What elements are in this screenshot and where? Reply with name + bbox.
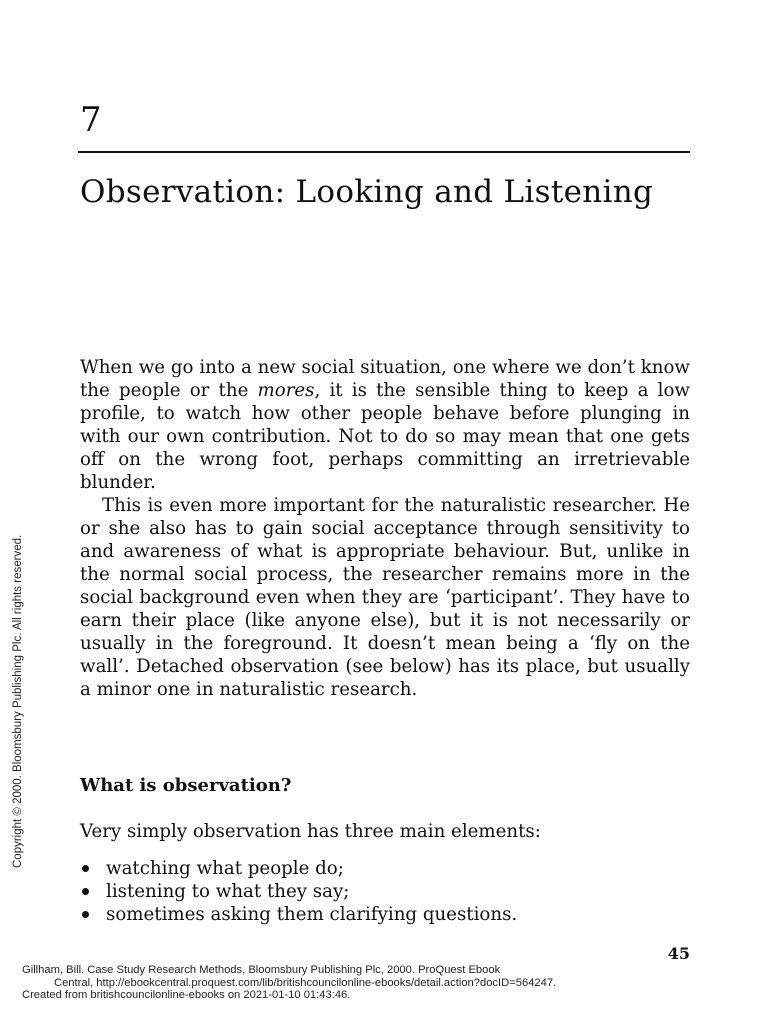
chapter-title: Observation: Looking and Listening xyxy=(80,174,654,210)
list-item xyxy=(80,857,690,880)
bullet-icon xyxy=(82,911,89,918)
list-item xyxy=(80,903,690,926)
footer-line-3: Created from britishcouncilonline-ebooks on 2021-01-10 01:43:46. xyxy=(22,989,351,1001)
paragraph-2: This is even more important for the naturalistic researcher. He or she also has to gain social acceptance through sensitivity to and awareness of what is appropriate behaviour. But, unlike in the normal social process, the researcher remains more in the social background even when they are ‘participant’. They have to earn their place (like anyone else), but it is not necessarily or usually in the foreground. It doesn’t mean being a ‘fly on the wall’. Detached observation (see below) has its place, but usually a minor one in naturalistic research. xyxy=(80,495,690,700)
list-item xyxy=(80,880,690,903)
chapter-rule xyxy=(78,151,690,153)
bullet-icon xyxy=(82,888,89,895)
bullet-list xyxy=(80,857,690,926)
paragraph-1 xyxy=(80,356,690,494)
side-copyright: Copyright © 2000. Bloomsbury Publishing Plc. All rights reserved. xyxy=(12,534,24,868)
paragraph-1-end: , it is the sensible thing to keep a low profile, to watch how other people behave before plunging in with our own contribution. Not to do so may mean that one gets off on the wrong foot, perhaps committing an irretrievable blunder. xyxy=(80,380,690,493)
bullet-icon xyxy=(82,865,89,872)
citation-footer xyxy=(22,964,762,1002)
list-item-text: listening to what they say; xyxy=(106,881,350,902)
list-item-text: sometimes asking them clarifying questions. xyxy=(106,904,518,925)
section-intro: Very simply observation has three main elements: xyxy=(80,821,541,842)
footer-line-1: Gillham, Bill. Case Study Research Methods, Bloomsbury Publishing Plc, 2000. ProQuest Ebook xyxy=(22,964,501,976)
paragraph-1-italic: mores xyxy=(257,380,315,401)
page-number: 45 xyxy=(667,944,690,963)
body-text xyxy=(80,356,690,701)
footer-line-2[interactable]: Central, http://ebookcentral.proquest.com/lib/britishcouncilonline-ebooks/detail.action?docID=564247. xyxy=(54,976,557,989)
chapter-number: 7 xyxy=(80,100,102,140)
section-heading: What is observation? xyxy=(80,775,292,796)
paragraph-1-start: When we go into a new social situation, one where we don’t know the people or the xyxy=(80,357,690,401)
list-item-text: watching what people do; xyxy=(106,858,344,879)
